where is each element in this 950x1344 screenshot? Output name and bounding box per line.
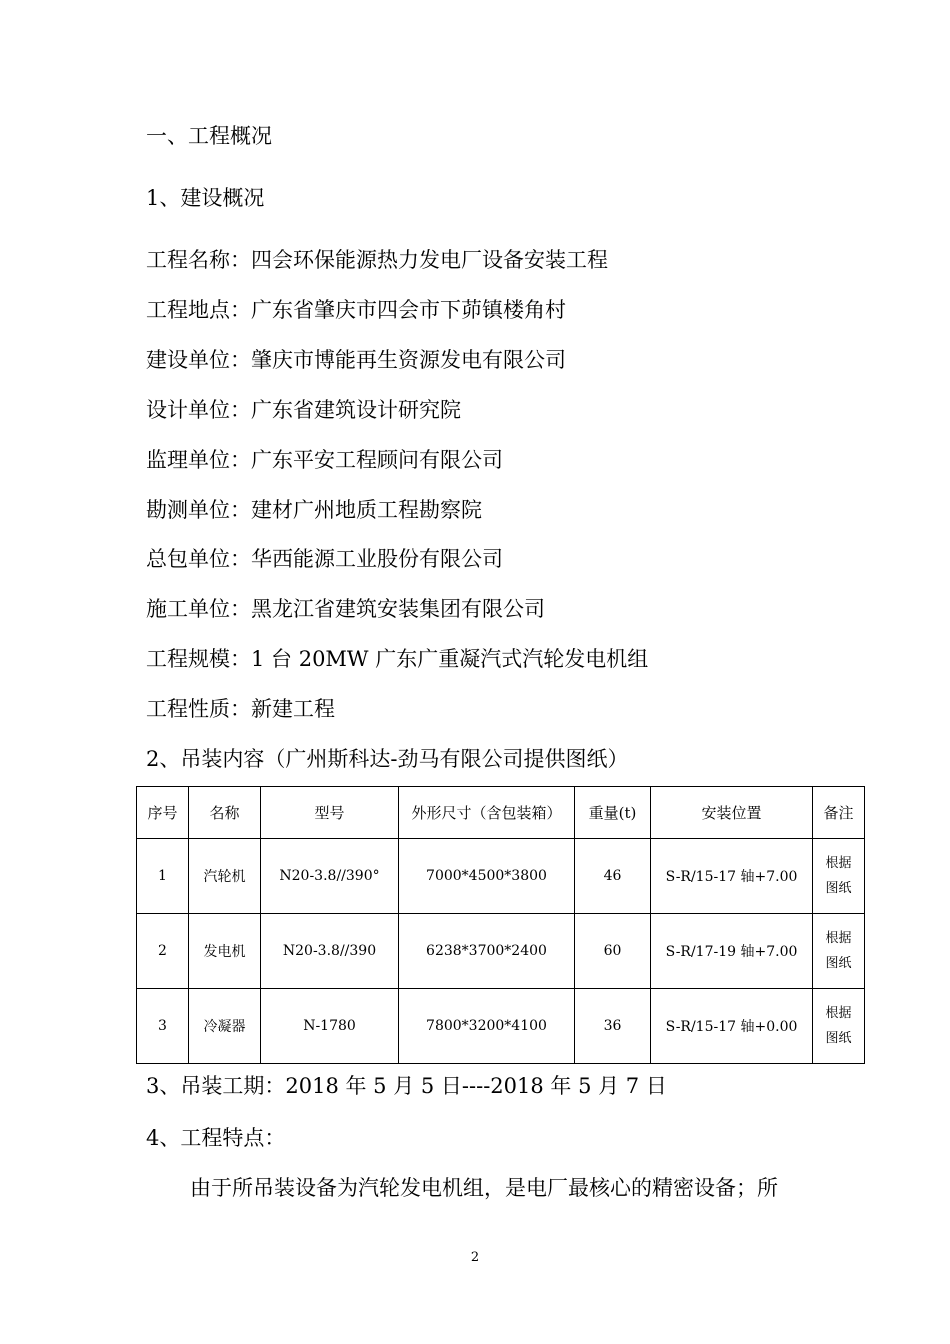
remarks-line-1: 根据 [825, 1006, 852, 1021]
remarks-line-2: 图纸 [825, 956, 852, 971]
subheading-construction-overview: 1、建设概况 [146, 186, 265, 210]
overview-scale: 工程规模：1 台 20MW 广东广重凝汽式汽轮发电机组 [146, 647, 649, 671]
cell-name: 汽轮机 [189, 839, 261, 914]
subheading-project-features: 4、工程特点： [146, 1126, 286, 1150]
cell-remarks [813, 839, 865, 914]
overview-nature: 工程性质：新建工程 [146, 697, 335, 721]
overview-supervisor: 监理单位：广东平安工程顾问有限公司 [146, 448, 503, 472]
page-number: 2 [470, 1250, 480, 1265]
cell-name: 冷凝器 [189, 989, 261, 1064]
remarks-line-1: 根据 [825, 856, 852, 871]
cell-location: S-R/15-17 轴+0.00 [651, 989, 813, 1064]
remarks-line-1: 根据 [825, 931, 852, 946]
overview-project-location: 工程地点：广东省肇庆市四会市下茆镇楼角村 [146, 298, 566, 322]
cell-index: 3 [137, 989, 189, 1064]
table-header-row [137, 787, 865, 839]
header-cell-weight: 重量(t) [575, 787, 651, 839]
cell-dimensions: 7800*3200*4100 [399, 989, 575, 1064]
feature-paragraph: 由于所吊装设备为汽轮发电机组，是电厂最核心的精密设备；所 [190, 1176, 778, 1200]
cell-weight: 60 [575, 914, 651, 989]
section-heading: 一、工程概况 [146, 124, 272, 148]
overview-designer: 设计单位：广东省建筑设计研究院 [146, 398, 461, 422]
cell-model: N20-3.8//390° [261, 839, 399, 914]
cell-location: S-R/17-19 轴+7.00 [651, 914, 813, 989]
header-cell-model: 型号 [261, 787, 399, 839]
table-row [137, 914, 865, 989]
cell-remarks [813, 989, 865, 1064]
cell-dimensions: 6238*3700*2400 [399, 914, 575, 989]
cell-index: 2 [137, 914, 189, 989]
table-row [137, 989, 865, 1064]
table-row [137, 839, 865, 914]
cell-location: S-R/15-17 轴+7.00 [651, 839, 813, 914]
overview-project-name: 工程名称：四会环保能源热力发电厂设备安装工程 [146, 248, 608, 272]
header-cell-location: 安装位置 [651, 787, 813, 839]
cell-weight: 36 [575, 989, 651, 1064]
header-cell-name: 名称 [189, 787, 261, 839]
remarks-line-2: 图纸 [825, 881, 852, 896]
overview-general-contractor: 总包单位：华西能源工业股份有限公司 [146, 547, 503, 571]
subheading-lifting-content: 2、吊装内容（广州斯科达-劲马有限公司提供图纸） [146, 747, 629, 771]
overview-builder: 施工单位：黑龙江省建筑安装集团有限公司 [146, 597, 545, 621]
remarks-line-2: 图纸 [825, 1031, 852, 1046]
lifting-table [136, 786, 865, 1064]
cell-dimensions: 7000*4500*3800 [399, 839, 575, 914]
cell-name: 发电机 [189, 914, 261, 989]
cell-remarks [813, 914, 865, 989]
header-cell-index: 序号 [137, 787, 189, 839]
header-cell-dimensions: 外形尺寸（含包装箱） [399, 787, 575, 839]
cell-model: N-1780 [261, 989, 399, 1064]
cell-weight: 46 [575, 839, 651, 914]
overview-owner: 建设单位：肇庆市博能再生资源发电有限公司 [146, 348, 566, 372]
cell-model: N20-3.8//390 [261, 914, 399, 989]
cell-index: 1 [137, 839, 189, 914]
header-cell-remarks: 备注 [813, 787, 865, 839]
overview-surveyor: 勘测单位：建材广州地质工程勘察院 [146, 498, 482, 522]
subheading-lifting-schedule: 3、吊装工期：2018 年 5 月 5 日----2018 年 5 月 7 日 [146, 1074, 667, 1098]
